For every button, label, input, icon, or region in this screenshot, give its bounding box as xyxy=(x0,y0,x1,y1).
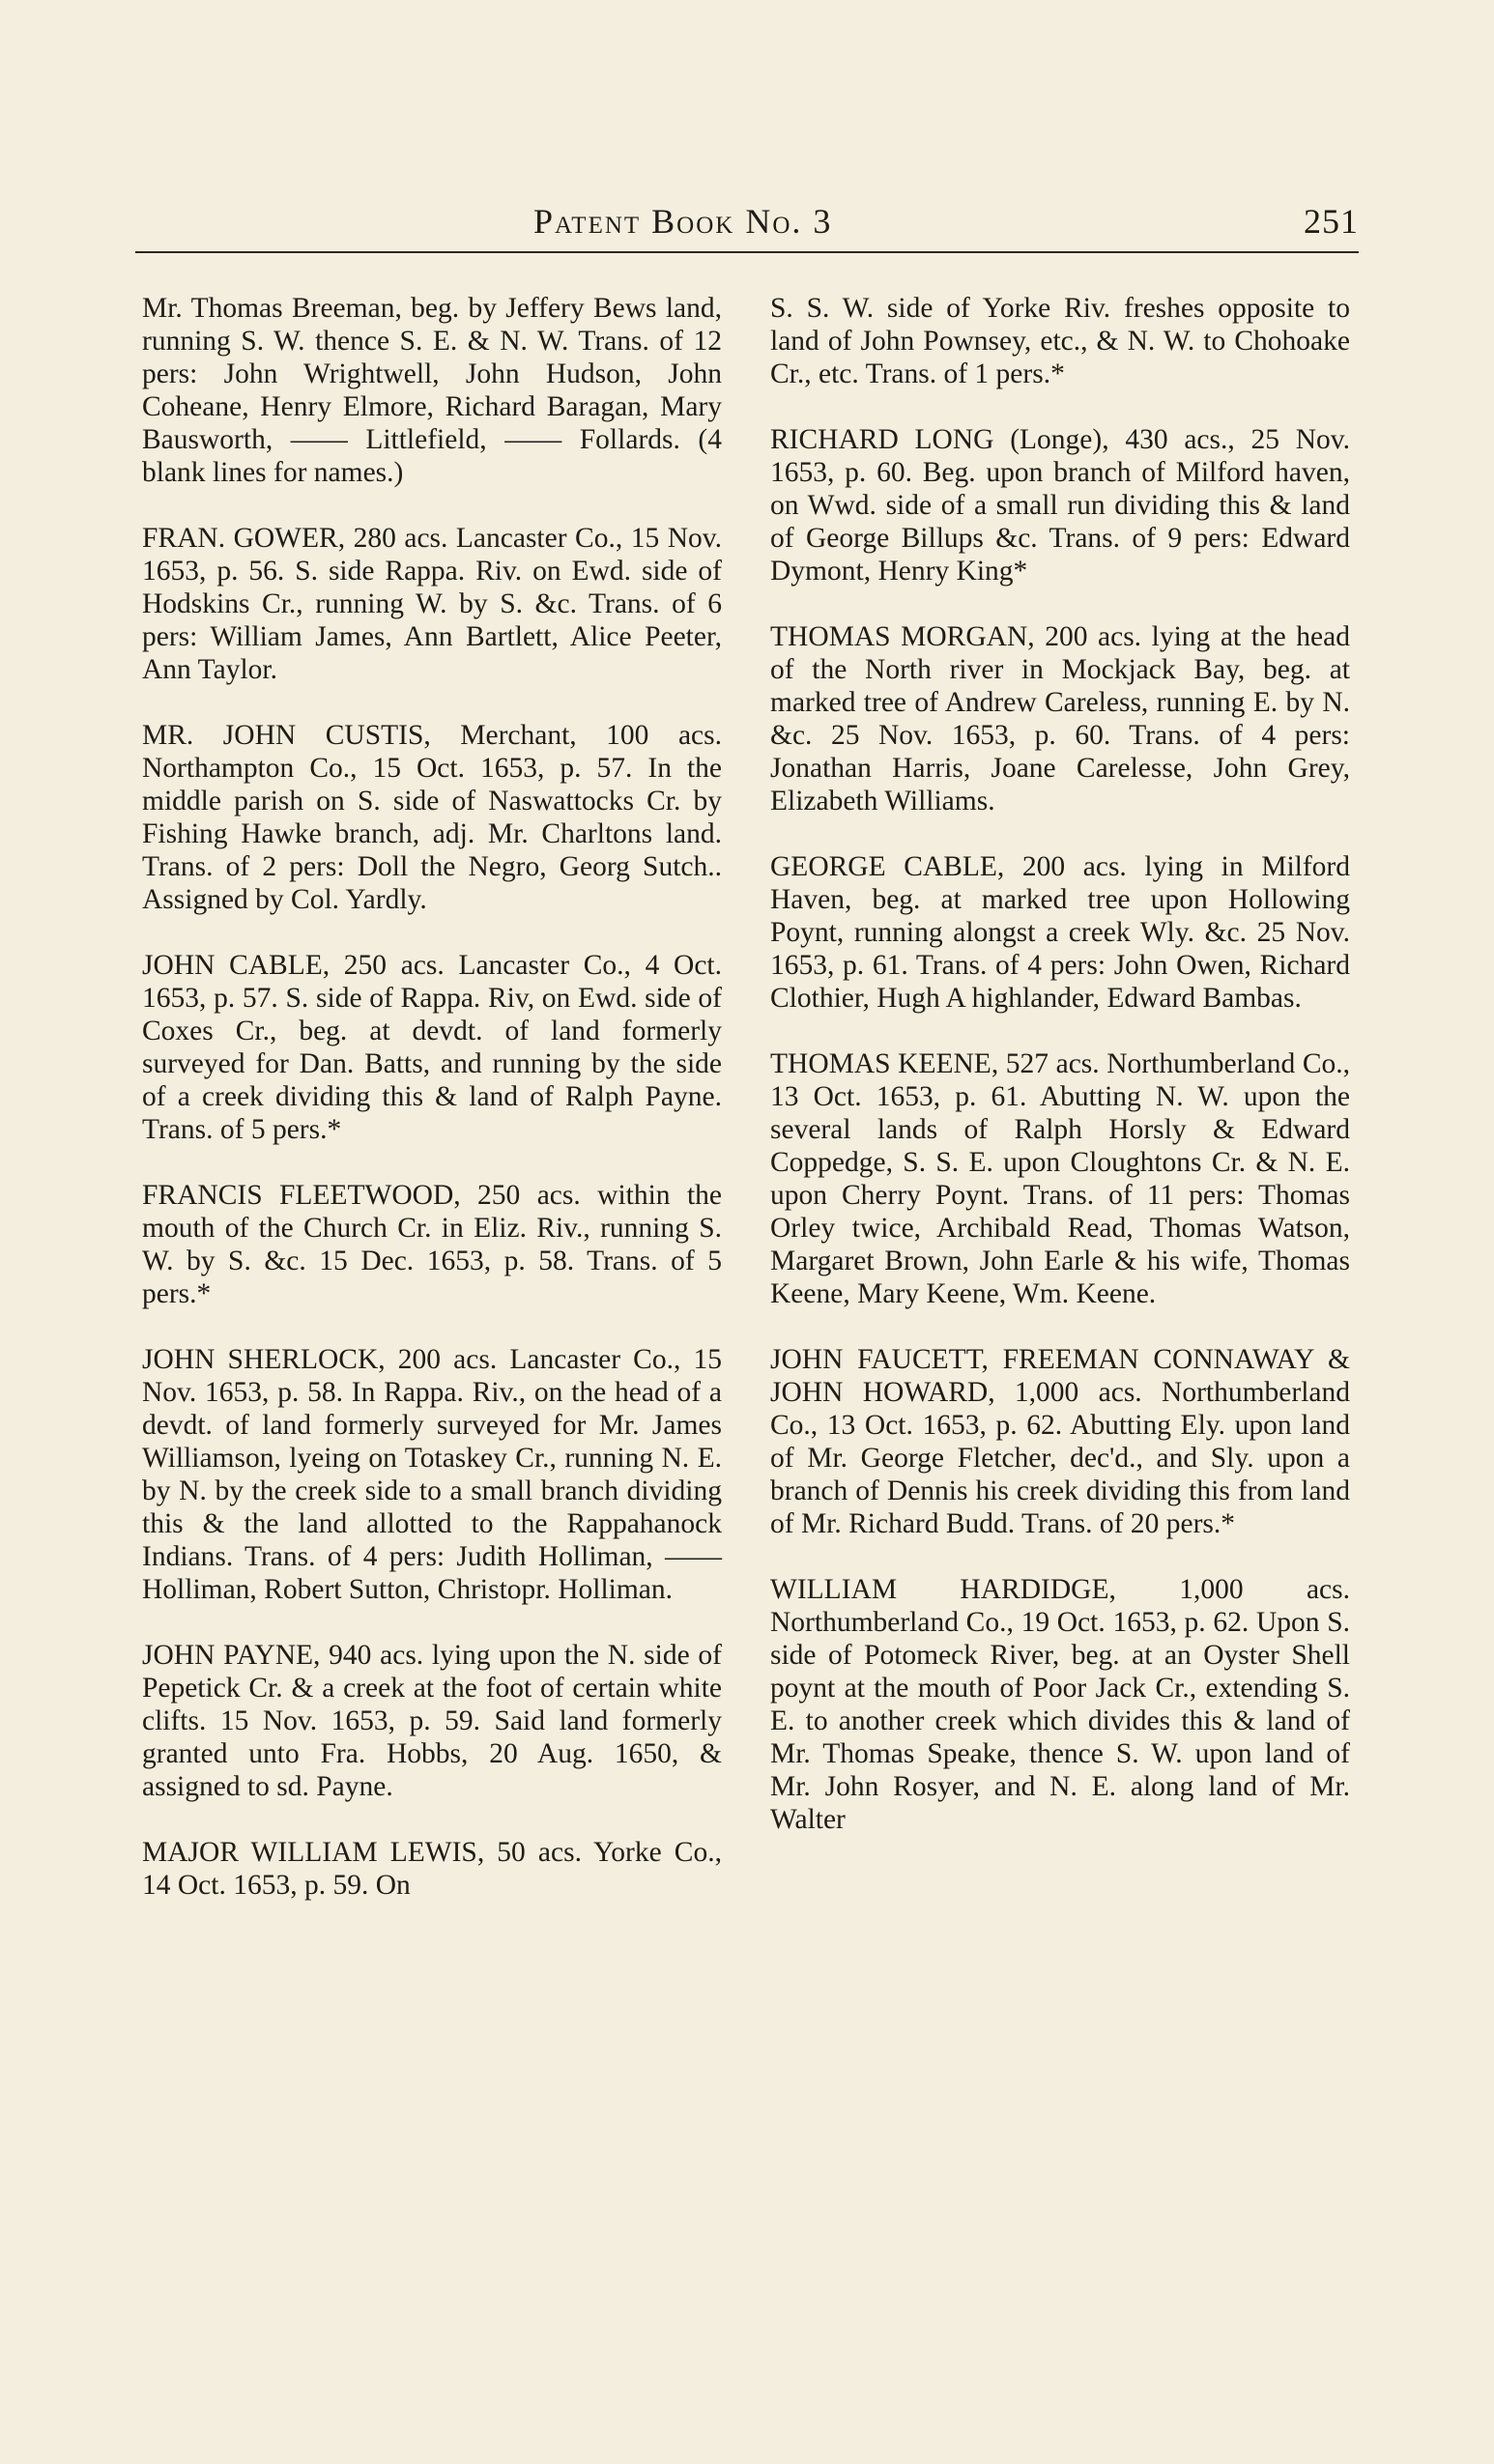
patent-entry xyxy=(142,1639,722,1803)
running-title: Patent Book No. 3 xyxy=(533,202,833,241)
page-number: 251 xyxy=(1304,202,1359,241)
patent-entry xyxy=(770,423,1350,587)
patent-entry xyxy=(770,850,1350,1015)
entry-text: GEORGE CABLE, 200 acs. lying in Milford Haven, beg. at marked tree upon Hollowing Poynt, running alongst a creek Wly. &c. 25 Nov. 1653, p. 61. Trans. of 4 pers: John Owen, Richard Clothier, Hugh A highlander, Edward Bambas. xyxy=(770,851,1350,1014)
entry-text: MAJOR WILLIAM LEWIS, 50 acs. Yorke Co., 14 Oct. 1653, p. 59. On xyxy=(142,1837,722,1901)
entry-text: THOMAS MORGAN, 200 acs. lying at the head of the North river in Mockjack Bay, beg. at marked tree of Andrew Careless, running E. by N. &c. 25 Nov. 1653, p. 60. Trans. of 4 pers: Jonathan Harris, Joane Carelesse, John Grey, Elizabeth Williams. xyxy=(770,621,1350,817)
patent-entry xyxy=(770,620,1350,817)
entry-text: MR. JOHN CUSTIS, Merchant, 100 acs. Northampton Co., 15 Oct. 1653, p. 57. In the middle parish on S. side of Naswattocks Cr. by Fishing Hawke branch, adj. Mr. Charltons land. Trans. of 2 pers: Doll the Negro, Georg Sutch.. Assigned by Col. Yardly. xyxy=(142,720,722,915)
patent-entry xyxy=(142,292,722,489)
patent-entry xyxy=(142,522,722,686)
entry-text: RICHARD LONG (Longe), 430 acs., 25 Nov. 1653, p. 60. Beg. upon branch of Milford haven, on Wwd. side of a small run dividing this & land of George Billups &c. Trans. of 9 pers: Edward Dymont, Henry King* xyxy=(770,424,1350,587)
entry-text: JOHN CABLE, 250 acs. Lancaster Co., 4 Oct. 1653, p. 57. S. side of Rappa. Riv, on Ewd. side of Coxes Cr., beg. at devdt. of land formerly surveyed for Dan. Batts, and running by the side of a creek dividing this & land of Ralph Payne. Trans. of 5 pers.* xyxy=(142,950,722,1145)
patent-entry xyxy=(142,1836,722,1902)
right-column xyxy=(770,292,1350,1869)
patent-entry xyxy=(142,719,722,916)
patent-entry xyxy=(770,292,1350,390)
entry-text: JOHN FAUCETT, FREEMAN CONNAWAY & JOHN HOWARD, 1,000 acs. Northumberland Co., 13 Oct. 1653, p. 62. Abutting Ely. upon land of Mr. George Fletcher, dec'd., and Sly. upon a branch of Dennis his creek dividing this from land of Mr. Richard Budd. Trans. of 20 pers.* xyxy=(770,1344,1350,1539)
entry-text: JOHN PAYNE, 940 acs. lying upon the N. side of Pepetick Cr. & a creek at the foot of certain white clifts. 15 Nov. 1653, p. 59. Said land formerly granted unto Fra. Hobbs, 20 Aug. 1650, & assigned to sd. Payne. xyxy=(142,1640,722,1802)
running-head xyxy=(135,201,1359,249)
patent-entry xyxy=(770,1573,1350,1836)
entry-text: S. S. W. side of Yorke Riv. freshes opposite to land of John Pownsey, etc., & N. W. to Chohoake Cr., etc. Trans. of 1 pers.* xyxy=(770,293,1350,389)
entry-text: FRANCIS FLEETWOOD, 250 acs. within the mouth of the Church Cr. in Eliz. Riv., running S. W. by S. &c. 15 Dec. 1653, p. 58. Trans. of 5 pers.* xyxy=(142,1180,722,1309)
patent-entry xyxy=(142,1179,722,1310)
patent-entry xyxy=(770,1343,1350,1540)
entry-text: FRAN. GOWER, 280 acs. Lancaster Co., 15 Nov. 1653, p. 56. S. side Rappa. Riv. on Ewd. side of Hodskins Cr., running W. by S. &c. Trans. of 6 pers: William James, Ann Bartlett, Alice Peeter, Ann Taylor. xyxy=(142,523,722,685)
entry-text: WILLIAM HARDIDGE, 1,000 acs. Northumberland Co., 19 Oct. 1653, p. 62. Upon S. side of Potomeck River, beg. at an Oyster Shell poynt at the mouth of Poor Jack Cr., extending S. E. to another creek which divides this & land of Mr. Thomas Speake, thence S. W. upon land of Mr. John Rosyer, and N. E. along land of Mr. Walter xyxy=(770,1574,1350,1835)
entry-text: JOHN SHERLOCK, 200 acs. Lancaster Co., 15 Nov. 1653, p. 58. In Rappa. Riv., on the head of a devdt. of land formerly surveyed for Mr. James Williamson, lyeing on Totaskey Cr., running N. E. by N. by the creek side to a small branch dividing this & the land allotted to the Rappahanock Indians. Trans. of 4 pers: Judith Holliman, —— Holliman, Robert Sutton, Christopr. Holliman. xyxy=(142,1344,722,1605)
entry-text: Mr. Thomas Breeman, beg. by Jeffery Bews land, running S. W. thence S. E. & N. W. Trans. of 12 pers: John Wrightwell, John Hudson, John Coheane, Henry Elmore, Richard Baragan, Mary Bausworth, —— Littlefield, —— Follards. (4 blank lines for names.) xyxy=(142,293,722,488)
patent-entry xyxy=(142,949,722,1146)
patent-entry xyxy=(770,1047,1350,1310)
entry-text: THOMAS KEENE, 527 acs. Northumberland Co., 13 Oct. 1653, p. 61. Abutting N. W. upon the several lands of Ralph Horsly & Edward Coppedge, S. S. E. upon Cloughtons Cr. & N. E. upon Cherry Poynt. Trans. of 11 pers: Thomas Orley twice, Archibald Read, Thomas Watson, Margaret Brown, John Earle & his wife, Thomas Keene, Mary Keene, Wm. Keene. xyxy=(770,1048,1350,1309)
left-column xyxy=(142,292,722,1934)
header-rule xyxy=(135,251,1359,253)
patent-entry xyxy=(142,1343,722,1606)
